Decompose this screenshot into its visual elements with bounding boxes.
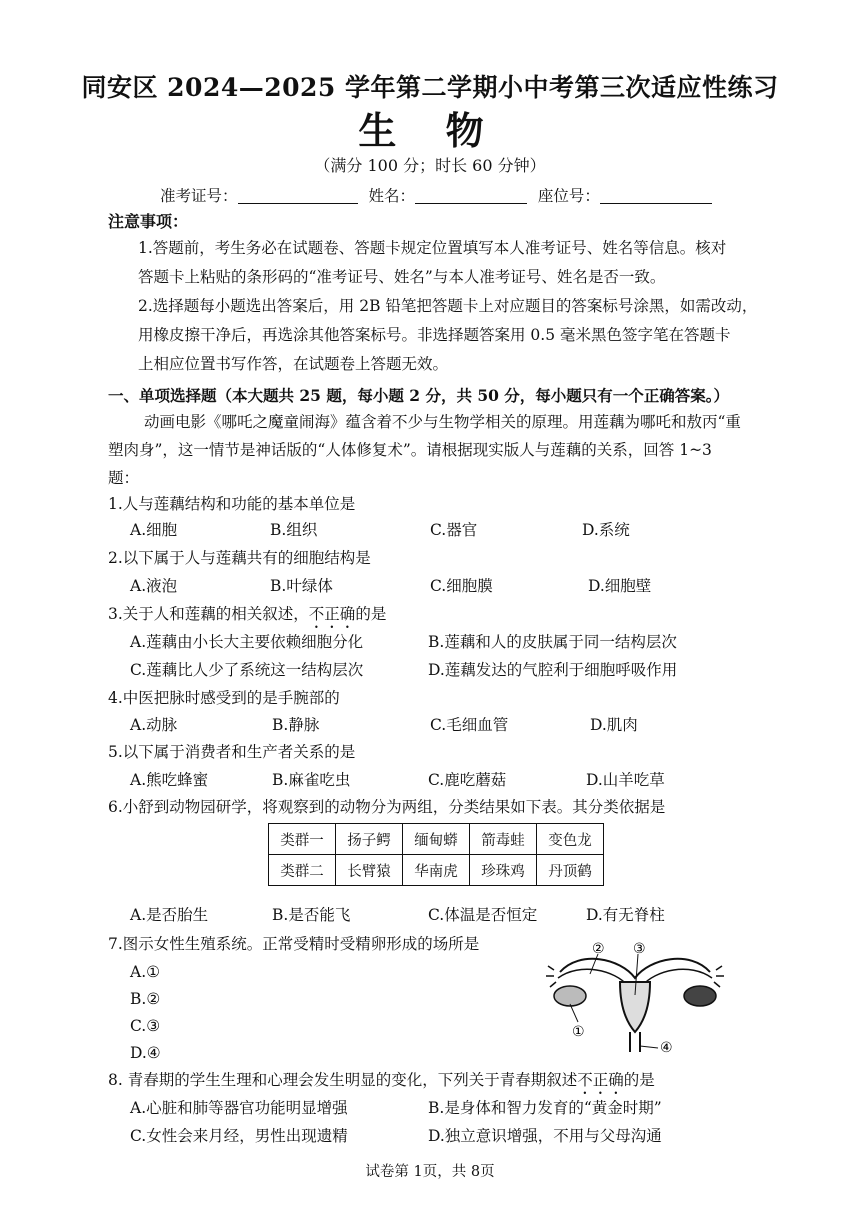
option-a[interactable]: A.①: [130, 963, 161, 981]
option-d[interactable]: D.细胞壁: [588, 577, 652, 595]
question-stem: 6.小舒到动物园研学，将观察到的动物分为两组，分类结果如下表。其分类依据是: [108, 798, 666, 816]
option-b[interactable]: B.静脉: [272, 716, 320, 734]
option-d[interactable]: D.独立意识增强，不用与父母沟通: [428, 1127, 662, 1145]
table-cell: 箭毒蛙: [470, 824, 537, 855]
question-stem: 1.人与莲藕结构和功能的基本单位是: [108, 495, 356, 513]
intro-line: 动画电影《哪吒之魔童闹海》蕴含着不少与生物学相关的原理。用莲藕为哪吒和敖丙“重: [144, 413, 741, 431]
stem-text: 的是: [355, 605, 387, 623]
option-c[interactable]: C.器官: [430, 521, 478, 539]
option-b[interactable]: B.是身体和智力发育的“黄金时期”: [428, 1099, 662, 1117]
subject-title: 生 物: [358, 108, 502, 153]
female-reproductive-system-figure: [540, 940, 730, 1060]
fallopian-tube: [560, 959, 710, 978]
option-b[interactable]: B.是否能飞: [272, 906, 351, 924]
ovary: [684, 986, 716, 1006]
option-d[interactable]: D.肌肉: [590, 716, 638, 734]
table-cell: 缅甸蟒: [403, 824, 470, 855]
intro-line: 题：: [108, 469, 140, 487]
option-c[interactable]: C.体温是否恒定: [428, 906, 538, 924]
option-d[interactable]: D.山羊吃草: [586, 771, 665, 789]
figure-label: ①: [572, 1024, 585, 1040]
option-a[interactable]: A.动脉: [130, 716, 178, 734]
name-label: 姓名：: [368, 187, 415, 205]
question-stem: [108, 1070, 655, 1098]
table-cell: 丹顶鹤: [537, 855, 604, 886]
option-a[interactable]: A.液泡: [130, 577, 178, 595]
exam-no-label: 准考证号：: [160, 187, 238, 205]
name-field[interactable]: [415, 187, 527, 204]
option-c[interactable]: C.莲藕比人少了系统这一结构层次: [130, 661, 364, 679]
leader-line: [590, 954, 598, 974]
figure-label: ④: [660, 1040, 673, 1056]
option-b[interactable]: B.麻雀吃虫: [272, 771, 351, 789]
notice-line: 1.答题前，考生务必在试题卷、答题卡规定位置填写本人准考证号、姓名等信息。核对: [138, 239, 727, 257]
table-cell: 珍珠鸡: [470, 855, 537, 886]
table-cell: 扬子鳄: [336, 824, 403, 855]
classification-table: [268, 823, 604, 886]
stem-text: 的是: [623, 1071, 655, 1089]
fallopian-tube-inner: [558, 969, 628, 986]
question-stem: 4.中医把脉时感受到的是手腕部的: [108, 689, 340, 707]
table-row: [269, 855, 604, 886]
option-c[interactable]: C.女性会来月经，男性出现遗精: [130, 1127, 348, 1145]
table-cell: 类群二: [269, 855, 336, 886]
option-c[interactable]: C.毛细血管: [430, 716, 509, 734]
seat-field[interactable]: [600, 187, 712, 204]
fimbriae: [546, 966, 556, 987]
section-heading: 一、单项选择题（本大题共 25 题，每小题 2 分，共 50 分，每小题只有一个正确答案。）: [108, 386, 730, 405]
fallopian-tube-inner: [642, 969, 712, 986]
notice-heading: 注意事项：: [108, 212, 189, 231]
notice-line: 答题卡上粘贴的条形码的“准考证号、姓名”与本人准考证号、姓名是否一致。: [138, 268, 666, 286]
intro-line: 塑肉身”，这一情节是神话版的“人体修复术”。请根据现实版人与莲藕的关系，回答 1~3: [108, 441, 712, 459]
question-stem: 2.以下属于人与莲藕共有的细胞结构是: [108, 549, 371, 567]
leader-line: [640, 1046, 658, 1048]
emphasis-text: 不正确: [577, 1071, 624, 1089]
option-d[interactable]: D.莲藕发达的气腔利于细胞呼吸作用: [428, 661, 678, 679]
candidate-fields: [160, 186, 718, 206]
exam-meta: （满分 100 分；时长 60 分钟）: [314, 156, 546, 175]
option-d[interactable]: D.系统: [582, 521, 630, 539]
vagina: [630, 1032, 640, 1052]
option-c[interactable]: C.细胞膜: [430, 577, 493, 595]
ovary: [554, 986, 586, 1006]
fimbriae: [714, 966, 724, 987]
seat-label: 座位号：: [537, 187, 600, 205]
table-cell: 变色龙: [537, 824, 604, 855]
table-cell: 长臂猿: [336, 855, 403, 886]
figure-label: ②: [592, 941, 605, 957]
table-row: [269, 824, 604, 855]
stem-text: 8. 青春期的学生生理和心理会发生明显的变化，下列关于青春期叙述: [108, 1071, 578, 1089]
question-stem: [108, 604, 386, 632]
question-stem: 7.图示女性生殖系统。正常受精时受精卵形成的场所是: [108, 935, 480, 953]
option-c[interactable]: C.鹿吃蘑菇: [428, 771, 507, 789]
option-d[interactable]: D.④: [130, 1044, 161, 1062]
page-footer: 试卷第 1页，共 8页: [365, 1164, 495, 1180]
option-b[interactable]: B.组织: [270, 521, 318, 539]
option-c[interactable]: C.③: [130, 1017, 161, 1035]
option-b[interactable]: B.莲藕和人的皮肤属于同一结构层次: [428, 633, 677, 651]
option-a[interactable]: A.是否胎生: [130, 906, 209, 924]
table-cell: 类群一: [269, 824, 336, 855]
option-a[interactable]: A.熊吃蜂蜜: [130, 771, 209, 789]
option-d[interactable]: D.有无脊柱: [586, 906, 665, 924]
question-stem: 5.以下属于消费者和生产者关系的是: [108, 743, 356, 761]
table-cell: 华南虎: [403, 855, 470, 886]
option-a[interactable]: A.细胞: [130, 521, 178, 539]
figure-label: ③: [633, 941, 646, 957]
notice-line: 上相应位置书写作答，在试题卷上答题无效。: [138, 355, 449, 373]
stem-text: 3.关于人和莲藕的相关叙述，: [108, 605, 309, 623]
notice-line: 用橡皮擦干净后，再选涂其他答案标号。非选择题答案用 0.5 毫米黑色签字笔在答题卡: [138, 326, 731, 344]
option-a[interactable]: A.心脏和肺等器官功能明显增强: [130, 1099, 348, 1117]
option-b[interactable]: B.叶绿体: [270, 577, 333, 595]
leader-line: [570, 1004, 578, 1022]
option-a[interactable]: A.莲藕由小长大主要依赖细胞分化: [130, 633, 364, 651]
exam-no-field[interactable]: [238, 187, 358, 204]
emphasis-text: 不正确: [308, 605, 356, 623]
notice-line: 2.选择题每小题选出答案后，用 2B 铅笔把答题卡上对应题目的答案标号涂黑，如需改动，: [138, 297, 758, 315]
exam-title: 同安区 2024—2025 学年第二学期小中考第三次适应性练习: [81, 73, 779, 102]
option-b[interactable]: B.②: [130, 990, 161, 1008]
